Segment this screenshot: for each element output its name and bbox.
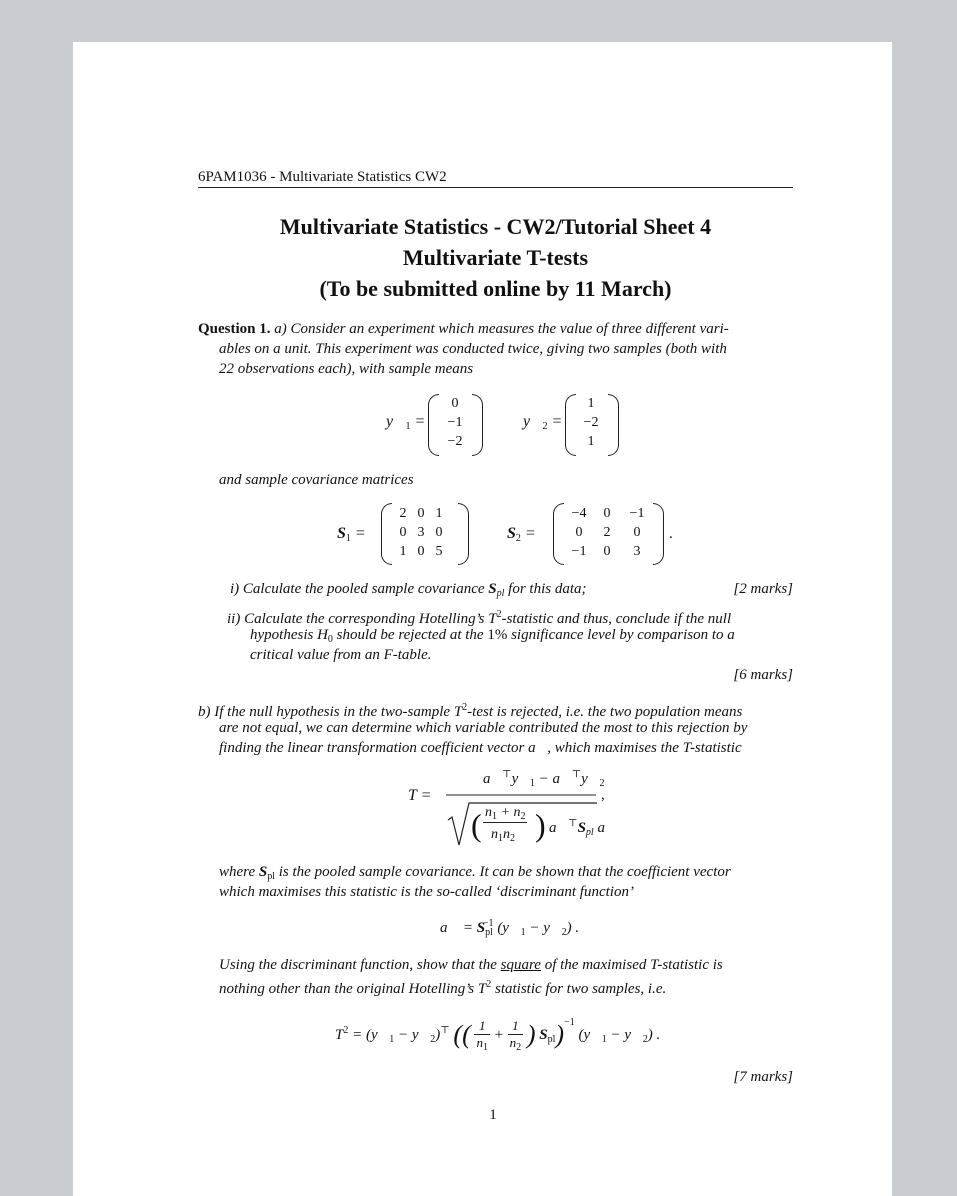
using-text-1c: -statistic is [657,957,723,973]
part-a-line-2: ables on a unit. This experiment was conducted twice, giving two samples (both with [219,341,727,357]
title-line-2: Multivariate T-tests [402,245,589,270]
document-page [73,42,892,1196]
sub-i-tail: for this data; [508,581,587,597]
sub-ii-text-1b: -statistic and thus, conclude if the null [501,611,732,627]
where-text-1a: where [219,864,256,880]
part-b-marks: [7 marks] [733,1069,793,1085]
hotelling-t2-formula: $T^2$ = ($y⃗_1$ − $y⃗_2)^⊤$ (( $\frac{1}{n_1}$ + $\frac{1}{n_2}$ ) $S_{pl})^{-1}$ ($y⃗_1$ − $y⃗_2$) . [335,1017,661,1054]
mean2-entry-1: 1 [587,396,595,411]
sub-question-i: i) Calculate the pooled sample covariance $S_{pl}$ for this data; [230,581,587,599]
where-text-1b: is the pooled sample covariance. It can be shown that the coefficient vector [278,864,731,880]
part-b-line-1: b) If the null hypothesis in the two-sample $T^2$-test is rejected, i.e. the two population means [198,702,743,720]
part-b-text-3b: , which maximises the [547,740,679,756]
mean-y2-label: $y⃗_2$ = [523,413,563,432]
mean-y1-label: $y⃗_1$ = [386,413,426,432]
sub-i-text: i) Calculate the pooled sample covariance [230,581,485,597]
frac-num: $n_1 + n_2$ [485,805,526,822]
using-text-1b: of the maximised [544,957,647,973]
using-text-2a: nothing other than the original Hotelling’s [219,981,475,997]
mean1-entry-2: −1 [447,415,463,430]
using-text-2b: statistic for two samples, i.e. [494,981,667,997]
question-1-line-1 [198,319,798,339]
using-square: square [500,957,541,973]
frac-den: $n_1n_2$ [491,827,515,844]
S1-label: $S_1$ = [337,525,366,544]
mean2-entry-2: −2 [583,415,599,430]
S1-r1c2: 0 [417,506,425,521]
mean2-entry-3: 1 [587,434,595,449]
mean1-entry-3: −2 [447,434,463,449]
part-b-line-2: are not equal, we can determine which variable contributed the most to this rejection by [219,720,748,736]
S1-r2c3: 0 [435,525,443,540]
part-a-line-3: 22 observations each), with sample means [219,361,474,377]
t-formula-numerator: $a⃗^⊤y⃗_1$ − $a⃗^⊤y⃗_2$ [483,769,605,789]
sub-question-ii-line-1: ii) Calculate the corresponding Hotelling’s $T^2$-statistic and thus, conclude if the null [227,609,732,627]
using-line-2: nothing other than the original Hotelling’s $T^2$ statistic for two samples, i.e. [219,979,667,997]
S2-r1c2: 0 [603,506,611,521]
big-right-paren: ) [535,807,546,843]
S1-r3c1: 1 [399,544,407,559]
discriminant-function-formula: a⃗ = $S_{pl}^{-1}$ ($y⃗_1$ − $y⃗_2$) . [440,918,580,938]
sub-ii-marks: [6 marks] [733,667,793,683]
S1-r3c3: 5 [435,544,443,559]
t-formula-comma: , [601,787,605,803]
using-text-1a: Using the discriminant function, show that the [219,957,497,973]
S2-period: . [669,526,673,542]
sub-ii-text-1: ii) Calculate the corresponding Hotelling’s [227,611,485,627]
S2-r3c3: 3 [633,544,641,559]
part-b-text-1b: -test is rejected, i.e. the two population means [467,704,743,720]
S2-r2c2: 2 [603,525,611,540]
where-line-2: which maximises this statistic is the so-called ‘discriminant function’ [219,884,634,900]
sub-question-ii-line-2: hypothesis $H_0$ should be rejected at the 1% significance level by comparison to a [250,627,735,645]
mean1-right-paren [472,394,483,456]
S1-r1c3: 1 [435,506,443,521]
S1-r2c2: 3 [417,525,425,540]
sub-ii-text-2b: should be rejected at the [336,627,484,643]
t-formula-lhs: T = [408,787,432,804]
t-statistic-formula [193,769,753,855]
sub-i-marks: [2 marks] [733,581,793,597]
sub-ii-text-2d: significance level by comparison to a [511,627,735,643]
S2-r2c3: 0 [633,525,641,540]
S1-r3c2: 0 [417,544,425,559]
part-a-intro: a) Consider an experiment which measures the value of three different vari- [274,321,729,337]
title-line-3: (To be submitted online by 11 March) [319,276,672,301]
S2-r1c1: −4 [571,506,587,521]
where-line-1: where $S_{pl}$ is the pooled sample covariance. It can be shown that the coefficient vector [219,864,731,882]
header-rule [198,187,793,188]
running-header: 6PAM1036 - Multivariate Statistics CW2 [198,169,447,185]
part-b-text-3a: finding the linear transformation coefficient vector [219,740,525,756]
S2-right-paren [653,503,664,565]
sub-ii-text-2a: hypothesis [250,627,314,643]
title-line-1: Multivariate Statistics - CW2/Tutorial Sheet 4 [279,214,712,239]
using-line-1: Using the discriminant function, show that the square of the maximised T-statistic is [219,957,723,973]
part-b-text-3c: -statistic [689,740,742,756]
part-b-text-1a: b) If the null hypothesis in the two-sample [198,704,451,720]
S1-r2c1: 0 [399,525,407,540]
t-formula-quadratic: $a⃗^⊤S_{pl}$ a⃗ [549,818,617,838]
mean1-entry-1: 0 [451,396,459,411]
sub-ii-text-2c: 1% [487,627,508,643]
question-label: Question 1. [198,321,271,337]
S2-label: $S_2$ = [507,525,536,544]
page-number: 1 [489,1107,497,1123]
sub-question-ii-line-3: critical value from an F-table. [250,647,432,663]
sub-ii-text-3b: -table. [392,647,432,663]
S1-right-paren [458,503,469,565]
part-b-line-3: finding the linear transformation coefficient vector a⃗, which maximises the T-statistic [219,740,742,756]
S1-r1c1: 2 [399,506,407,521]
S2-r2c1: 0 [575,525,583,540]
S2-r1c3: −1 [629,506,645,521]
cov-intro: and sample covariance matrices [219,472,414,488]
mean2-right-paren [608,394,619,456]
S2-r3c1: −1 [571,544,587,559]
sub-ii-text-3a: critical value from an [250,647,380,663]
S2-r3c2: 0 [603,544,611,559]
big-left-paren: ( [471,807,482,843]
